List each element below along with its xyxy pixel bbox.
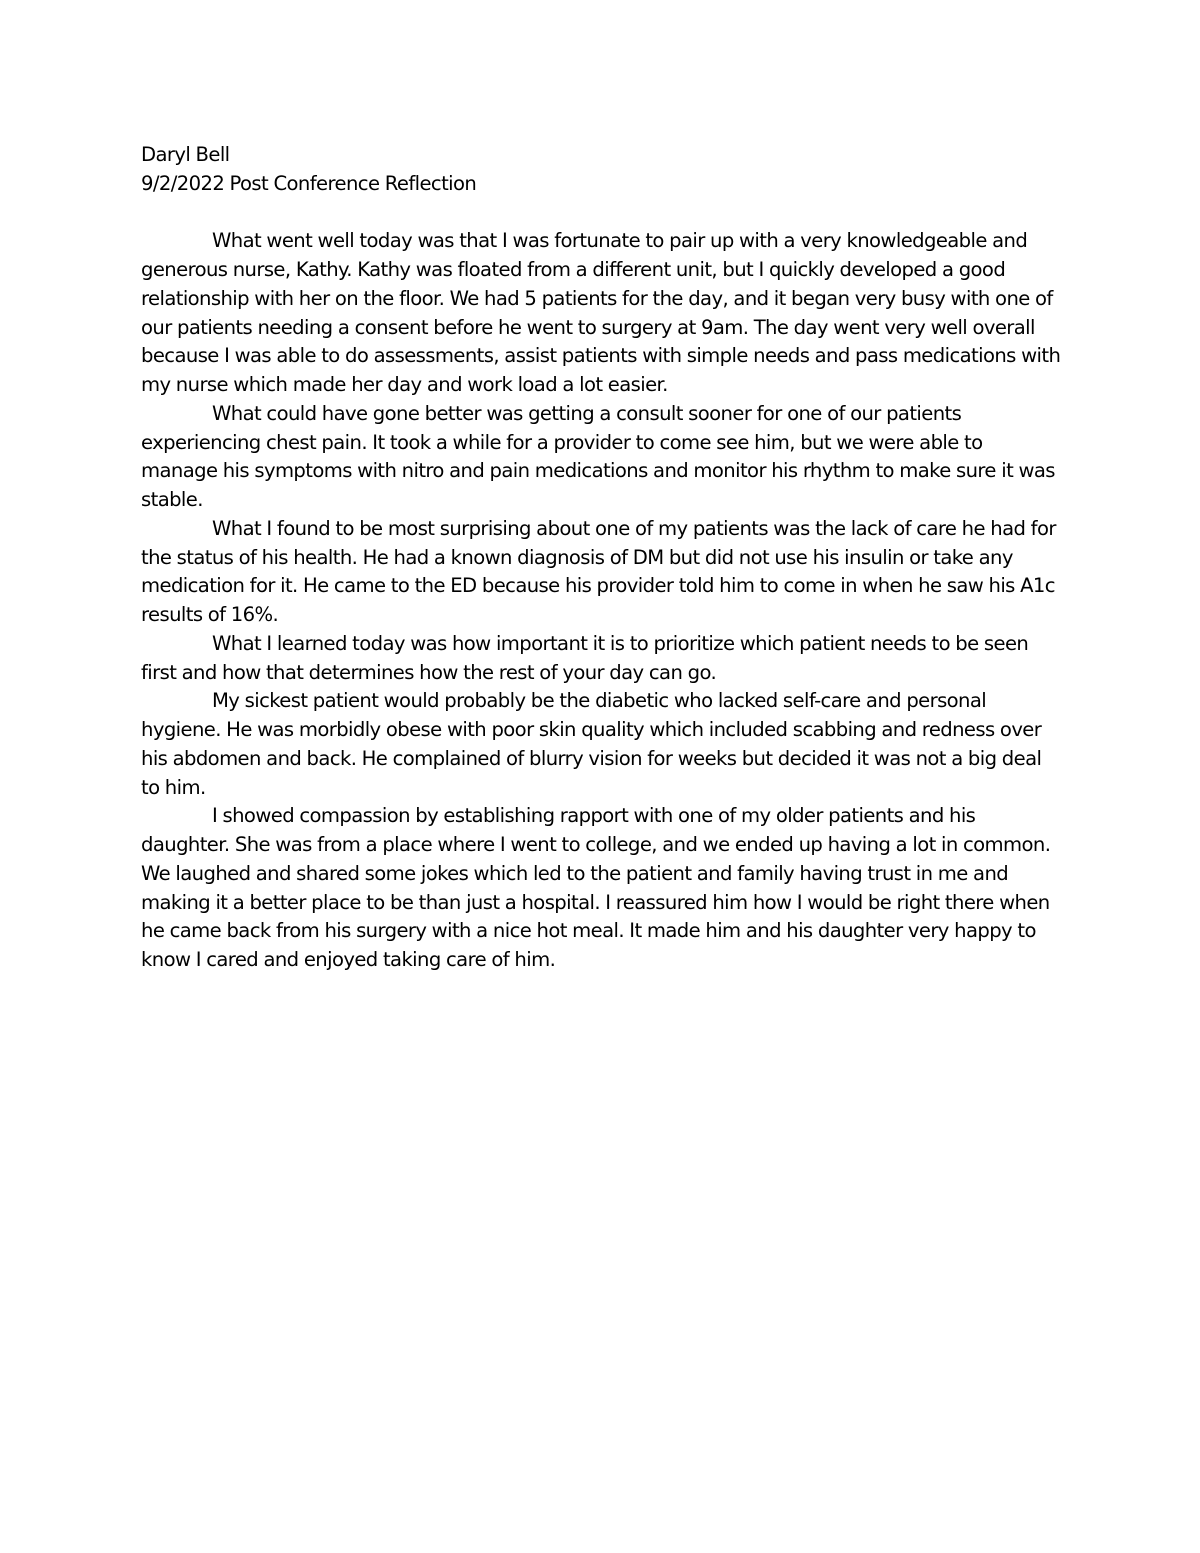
blank-line	[141, 199, 1061, 228]
paragraph-sickest-patient: My sickest patient would probably be the diabetic who lacked self-care and personal hygiene. He was morbidly obese with poor skin quality which included scabbing and redness over his abdomen and back. He complained of blurry vision for weeks but decided it was not a big deal to him.	[141, 689, 1042, 799]
document-title: 9/2/2022 Post Conference Reflection	[141, 171, 477, 195]
document-body	[141, 141, 1061, 975]
author-name: Daryl Bell	[141, 143, 230, 166]
paragraph-went-well: What went well today was that I was fortunate to pair up with a very knowledgeable and generous nurse, Kathy. Kathy was floated from a different unit, but I quickly developed a good relationship with her on the floor. We had 5 patients for the day, and it began very busy with one of our patients needing a consent before he went to surgery at 9am. The day went very well overall because I was able to do assessments, assist patients with simple needs and pass medications with my nurse which made her day and work load a lot easier.	[141, 229, 1061, 396]
paragraph-could-be-better: What could have gone better was getting a consult sooner for one of our patients experiencing chest pain. It took a while for a provider to come see him, but we were able to manage his symptoms with nitro and pain medications and monitor his rhythm to make sure it was stable.	[141, 401, 1055, 511]
paragraph-compassion: I showed compassion by establishing rapport with one of my older patients and his daughter. She was from a place where I went to college, and we ended up having a lot in common. We laughed and shared some jokes which led to the patient and family having trust in me and making it a better place to be than just a hospital. I reassured him how I would be right there when he came back from his surgery with a nice hot meal. It made him and his daughter very happy to know I cared and enjoyed taking care of him.	[141, 804, 1051, 971]
paragraph-surprising: What I found to be most surprising about one of my patients was the lack of care he had for the status of his health. He had a known diagnosis of DM but did not use his insulin or take any medication for it. He came to the ED because his provider told him to come in when he saw his A1c results of 16%.	[141, 516, 1056, 626]
paragraph-learned: What I learned today was how important it is to prioritize which patient needs to be seen first and how that determines how the rest of your day can go.	[141, 631, 1029, 684]
